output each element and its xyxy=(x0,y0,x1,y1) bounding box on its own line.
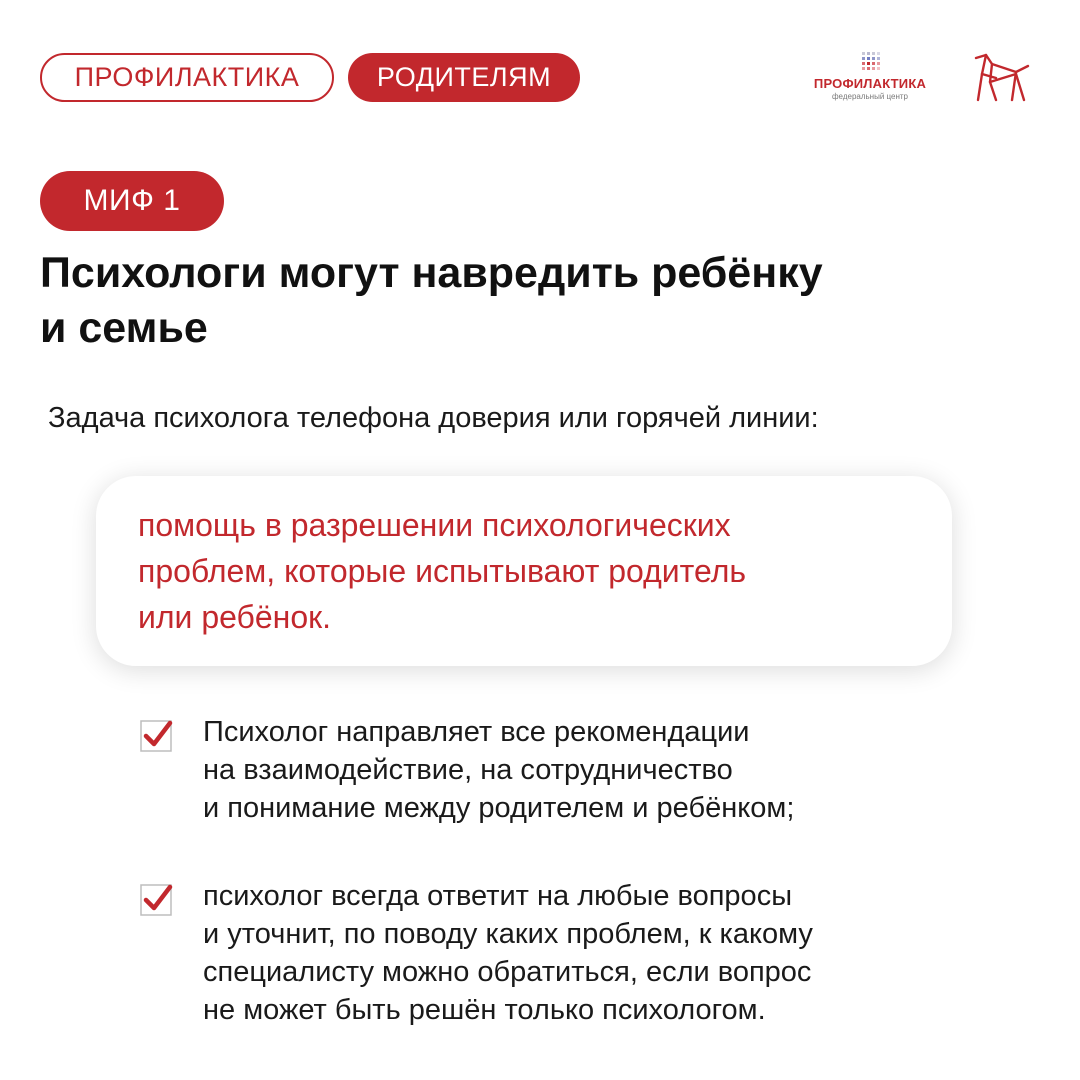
headline-line-2: и семье xyxy=(40,304,208,352)
callout-card xyxy=(96,476,952,666)
checklist-line: и уточнит, по поводу каких проблем, к какому xyxy=(203,918,813,950)
checklist-item-text xyxy=(203,713,1033,827)
callout-line-3: или ребёнок. xyxy=(138,599,332,635)
myth-headline xyxy=(40,246,1020,356)
prophylaxis-center-logo xyxy=(808,52,932,104)
checklist-line: не может быть решён только психологом. xyxy=(203,994,766,1026)
headline-line-1: Психологи могут навредить ребёнку xyxy=(40,249,823,297)
callout-line-1: помощь в разрешении психологических xyxy=(138,507,731,543)
checklist-line: на взаимодействие, на сотрудничество xyxy=(203,754,733,786)
checklist-item-text xyxy=(203,877,1033,1029)
horse-logo-icon xyxy=(972,52,1032,104)
dot-grid-logo-icon xyxy=(862,52,880,72)
checklist-line: и понимание между родителем и ребёнком; xyxy=(203,792,795,824)
myth-number-badge: МИФ 1 xyxy=(40,171,224,231)
checklist-line: Психолог направляет все рекомендации xyxy=(203,716,750,748)
intro-text: Задача психолога телефона доверия или горячей линии: xyxy=(48,402,819,434)
callout-line-2: проблем, которые испытывают родитель xyxy=(138,553,747,589)
checkbox-checked-icon xyxy=(140,882,174,916)
logo-subtitle: федеральный центр xyxy=(831,92,909,101)
tag-parents: РОДИТЕЛЯМ xyxy=(348,53,580,102)
logo-title: ПРОФИЛАКТИКА xyxy=(813,76,927,91)
callout-text xyxy=(138,502,912,640)
checkbox-checked-icon xyxy=(140,718,174,752)
checklist-line: специалисту можно обратиться, если вопрос xyxy=(203,956,812,988)
tag-prophylaxis: ПРОФИЛАКТИКА xyxy=(40,53,334,102)
checklist-line: психолог всегда ответит на любые вопросы xyxy=(203,880,793,912)
